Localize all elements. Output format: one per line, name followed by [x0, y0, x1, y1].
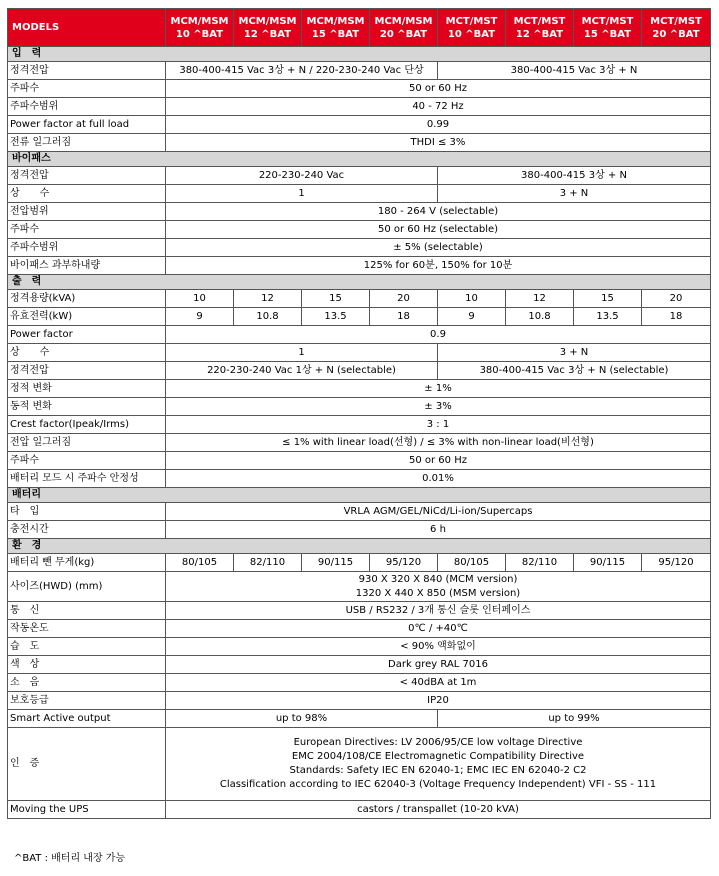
section-battery	[8, 488, 711, 503]
cell-value: up to 98%	[166, 710, 438, 728]
model-column-header: MCM/MSM 15 ^BAT	[302, 9, 370, 47]
cell-value: 1	[166, 344, 438, 362]
row-label: 주파수범위	[8, 239, 166, 257]
table-row	[8, 656, 711, 674]
table-row	[8, 80, 711, 98]
row-label: 보호등급	[8, 692, 166, 710]
cell-value: 220-230-240 Vac	[166, 167, 438, 185]
table-row	[8, 326, 711, 344]
row-label: 습 도	[8, 638, 166, 656]
cell-value: 10	[166, 290, 234, 308]
cell-value: 12	[506, 290, 574, 308]
section-title: 바이패스	[8, 152, 711, 167]
row-label: 충전시간	[8, 521, 166, 539]
cell-value: 95/120	[642, 554, 711, 572]
row-label: 인 증	[8, 728, 166, 801]
table-row	[8, 620, 711, 638]
row-label: 주파수범위	[8, 98, 166, 116]
cell-value	[166, 572, 711, 602]
model-column-header: MCT/MST 20 ^BAT	[642, 9, 711, 47]
table-row	[8, 290, 711, 308]
table-row	[8, 452, 711, 470]
model-column-header: MCM/MSM 12 ^BAT	[234, 9, 302, 47]
table-row	[8, 470, 711, 488]
cell-value: 9	[166, 308, 234, 326]
table-row	[8, 167, 711, 185]
spec-table	[7, 8, 711, 819]
model-column-header: MCT/MST 12 ^BAT	[506, 9, 574, 47]
cell-value: 380-400-415 3상 + N	[438, 167, 711, 185]
row-label: Moving the UPS	[8, 801, 166, 819]
row-label: 소 음	[8, 674, 166, 692]
cell-value: 20	[370, 290, 438, 308]
cell-value: IP20	[166, 692, 711, 710]
row-label: 배터리 뺀 무게(kg)	[8, 554, 166, 572]
table-row	[8, 362, 711, 380]
cell-value: 0.01%	[166, 470, 711, 488]
cell-value: castors / transpallet (10-20 kVA)	[166, 801, 711, 819]
header-row	[8, 9, 711, 47]
section-title: 입 력	[8, 47, 711, 62]
cell-value: 50 or 60 Hz	[166, 80, 711, 98]
row-label: Power factor	[8, 326, 166, 344]
cell-value: < 90% 액화없이	[166, 638, 711, 656]
cell-value: Dark grey RAL 7016	[166, 656, 711, 674]
section-environment	[8, 539, 711, 554]
table-row	[8, 572, 711, 602]
cell-value: < 40dBA at 1m	[166, 674, 711, 692]
cell-value: 95/120	[370, 554, 438, 572]
size-line: 930 X 320 X 840 (MCM version)	[358, 573, 518, 585]
table-row	[8, 692, 711, 710]
model-column-header: MCM/MSM 20 ^BAT	[370, 9, 438, 47]
cell-value: 0.99	[166, 116, 711, 134]
row-label: 주파수	[8, 80, 166, 98]
row-label: 정격용량(kVA)	[8, 290, 166, 308]
cell-value: 40 - 72 Hz	[166, 98, 711, 116]
cell-value: 50 or 60 Hz	[166, 452, 711, 470]
models-label: MODELS	[8, 9, 166, 47]
row-label: 배터리 모드 시 주파수 안정성	[8, 470, 166, 488]
row-label: 주파수	[8, 221, 166, 239]
row-label: 주파수	[8, 452, 166, 470]
cell-value: 380-400-415 Vac 3상 + N (selectable)	[438, 362, 711, 380]
row-label: 통 신	[8, 602, 166, 620]
cell-value	[166, 728, 711, 801]
cell-value: 13.5	[302, 308, 370, 326]
cell-value: 0.9	[166, 326, 711, 344]
cell-value: 20	[642, 290, 711, 308]
row-label: 정격전압	[8, 167, 166, 185]
table-row	[8, 116, 711, 134]
cell-value: ± 5% (selectable)	[166, 239, 711, 257]
footnote: ^BAT : 배터리 내장 가능	[14, 853, 126, 864]
cell-value: 80/105	[166, 554, 234, 572]
table-row	[8, 554, 711, 572]
row-label: Smart Active output	[8, 710, 166, 728]
row-label: Crest factor(Ipeak/Irms)	[8, 416, 166, 434]
row-label: 정격전압	[8, 62, 166, 80]
cell-value: 15	[574, 290, 642, 308]
cell-value: 80/105	[438, 554, 506, 572]
table-row	[8, 308, 711, 326]
row-label: 동적 변화	[8, 398, 166, 416]
cell-value: 3 + N	[438, 344, 711, 362]
cell-value: 10.8	[234, 308, 302, 326]
cell-value: 82/110	[506, 554, 574, 572]
model-column-header: MCT/MST 10 ^BAT	[438, 9, 506, 47]
row-label: 작동온도	[8, 620, 166, 638]
cell-value: ± 3%	[166, 398, 711, 416]
table-row	[8, 416, 711, 434]
table-row	[8, 638, 711, 656]
cell-value: 10	[438, 290, 506, 308]
table-row	[8, 503, 711, 521]
cell-value: up to 99%	[438, 710, 711, 728]
certification-line: EMC 2004/108/CE Electromagnetic Compatibility Directive	[291, 751, 585, 762]
cell-value: 3 : 1	[166, 416, 711, 434]
row-label: 전압 일그러짐	[8, 434, 166, 452]
cell-value: VRLA AGM/GEL/NiCd/Li-ion/Supercaps	[166, 503, 711, 521]
row-label: 색 상	[8, 656, 166, 674]
cell-value: 82/110	[234, 554, 302, 572]
certification-line: European Directives: LV 2006/95/CE low voltage Directive	[293, 737, 583, 748]
cell-value: 13.5	[574, 308, 642, 326]
table-row	[8, 380, 711, 398]
table-row	[8, 398, 711, 416]
cell-value: 180 - 264 V (selectable)	[166, 203, 711, 221]
model-column-header: MCT/MST 15 ^BAT	[574, 9, 642, 47]
model-column-header: MCM/MSM 10 ^BAT	[166, 9, 234, 47]
certification-line: Standards: Safety IEC EN 62040-1; EMC IEC EN 62040-2 C2	[289, 765, 587, 776]
row-label: 유효전력(kW)	[8, 308, 166, 326]
table-row	[8, 203, 711, 221]
row-label: 상 수	[8, 185, 166, 203]
table-row	[8, 221, 711, 239]
certification-line: Classification according to IEC 62040-3 (Voltage Frequency Independent) VFI - SS - 111	[219, 779, 657, 790]
section-title: 배터리	[8, 488, 711, 503]
cell-value: 125% for 60분, 150% for 10분	[166, 257, 711, 275]
table-row	[8, 344, 711, 362]
table-row	[8, 710, 711, 728]
row-label: 바이패스 과부하내량	[8, 257, 166, 275]
cell-value: ± 1%	[166, 380, 711, 398]
cell-value: 18	[642, 308, 711, 326]
table-row	[8, 134, 711, 152]
table-row	[8, 185, 711, 203]
table-row	[8, 98, 711, 116]
section-bypass	[8, 152, 711, 167]
table-row	[8, 521, 711, 539]
cell-value: 90/115	[574, 554, 642, 572]
cell-value: 15	[302, 290, 370, 308]
section-output	[8, 275, 711, 290]
cell-value: 10.8	[506, 308, 574, 326]
cell-value: 6 h	[166, 521, 711, 539]
cell-value: 9	[438, 308, 506, 326]
cell-value: 3 + N	[438, 185, 711, 203]
cell-value: 380-400-415 Vac 3상 + N / 220-230-240 Vac 단상	[166, 62, 438, 80]
row-label: 정격전압	[8, 362, 166, 380]
cell-value: ≤ 1% with linear load(선형) / ≤ 3% with non-linear load(비선형)	[166, 434, 711, 452]
row-label: 상 수	[8, 344, 166, 362]
section-input	[8, 47, 711, 62]
row-label: 정적 변화	[8, 380, 166, 398]
table-row	[8, 62, 711, 80]
cell-value: THDI ≤ 3%	[166, 134, 711, 152]
cell-value: 18	[370, 308, 438, 326]
size-line: 1320 X 440 X 850 (MSM version)	[355, 587, 521, 599]
row-label: 타 입	[8, 503, 166, 521]
table-row	[8, 728, 711, 801]
table-row	[8, 239, 711, 257]
row-label: Power factor at full load	[8, 116, 166, 134]
table-row	[8, 801, 711, 819]
cell-value: USB / RS232 / 3개 통신 슬롯 인터페이스	[166, 602, 711, 620]
cell-value: 12	[234, 290, 302, 308]
table-row	[8, 434, 711, 452]
cell-value: 1	[166, 185, 438, 203]
section-title: 출 력	[8, 275, 711, 290]
cell-value: 90/115	[302, 554, 370, 572]
table-row	[8, 602, 711, 620]
table-row	[8, 257, 711, 275]
row-label: 전압범위	[8, 203, 166, 221]
row-label: 사이즈(HWD) (mm)	[8, 572, 166, 602]
table-row	[8, 674, 711, 692]
cell-value: 220-230-240 Vac 1상 + N (selectable)	[166, 362, 438, 380]
section-title: 환 경	[8, 539, 711, 554]
cell-value: 380-400-415 Vac 3상 + N	[438, 62, 711, 80]
row-label: 전류 일그러짐	[8, 134, 166, 152]
cell-value: 0℃ / +40℃	[166, 620, 711, 638]
cell-value: 50 or 60 Hz (selectable)	[166, 221, 711, 239]
